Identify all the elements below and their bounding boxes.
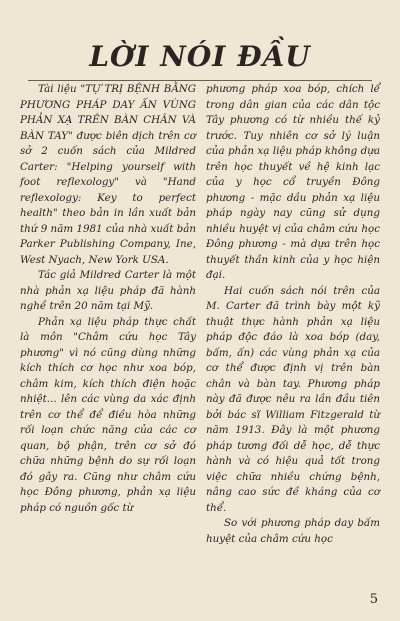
paragraph: phương pháp xoa bóp, chích lể trong dân gian của các dân tộc Tây phương có từ nhiều thế kỷ trước. Tuy nhiên cơ sở lý luận của phản xạ liệu pháp không dựa trên học thuyết về hệ kinh lạc của y học cổ truyền Đông phương - mặc dầu phản xạ liệu pháp ngày nay cũng sử dụng nhiều huyệt vị của châm cứu học Đông phương - mà dựa trên học thuyết thần kinh của y học hiện đại. (206, 83, 380, 281)
page-title: LỜI NÓI ĐẦU (89, 40, 311, 73)
title-divider (28, 80, 372, 81)
paragraph: So với phương pháp day bấm huyệt của châm cứu học (206, 517, 380, 545)
page-number: 5 (369, 592, 378, 607)
left-column (20, 82, 196, 516)
paragraph: Tác giả Mildred Carter là một nhà phản xạ liệu pháp đã hành nghề trên 20 năm tại Mỹ. (20, 269, 196, 312)
paragraph: Hai cuốn sách nói trên của M. Carter đã trình bày một kỹ thuật thực hành phản xạ liệu pháp độc đáo là xoa bóp (day, bấm, ấn) các vùng phản xạ của cơ thể được định vị trên bàn chân và bàn tay. Phương pháp này đã được nêu ra lần đầu tiên bởi bác sĩ William Fitzgerald từ năm 1913. Đây là một phương pháp tương đối dễ học, dễ thực hành và có hiệu quả tốt trong việc chữa nhiều chứng bệnh, nâng cao sức đề kháng của cơ thể. (206, 284, 380, 514)
paragraph: Phản xạ liệu pháp thực chất là môn "Châm cứu học Tây phương" vì nó cũng dùng những kích thích cơ học như xoa bóp, châm kim, kích thích điện hoặc nhiệt... lên các vùng da xác định trên cơ thể để điều hòa những rối loạn chức năng của các cơ quan, bộ phận, trên cơ sở đó chữa những bệnh do sự rối loạn đó gây ra. Cũng như châm cứu học Đông phương, phản xạ liệu pháp có nguồn gốc từ (20, 315, 196, 514)
paragraph: Tài liệu "TỰ TRỊ BỆNH BẰNG PHƯƠNG PHÁP DAY ẤN VÙNG PHẢN XẠ TRÊN BÀN CHÂN VÀ BÀN TAY" được biên dịch trên cơ sở 2 cuốn sách của Mildred Carter: "Helping yourself with foot reflexology" và "Hand reflexology: Key to perfect health" theo bản in lần xuất bản thứ 9 năm 1981 của nhà xuất bản Parker Publishing Company, Ine, West Nyach, New York USA. (20, 83, 196, 266)
right-column (206, 82, 380, 547)
